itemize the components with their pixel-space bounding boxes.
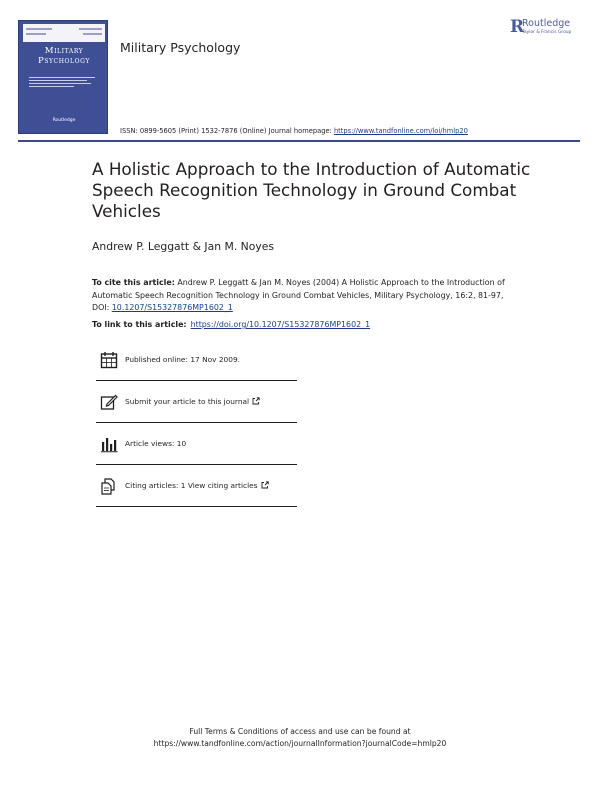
publisher-name: Routledge <box>522 18 571 29</box>
cover-title-line2: Psychology <box>37 56 91 66</box>
cover-title-line1: Military <box>44 46 84 56</box>
published-row <box>96 339 297 381</box>
bar-chart-icon <box>100 435 118 453</box>
footer <box>0 726 600 750</box>
views-row <box>96 423 297 465</box>
citation-block <box>92 277 512 315</box>
journal-homepage-link[interactable]: https://www.tandfonline.com/loi/hmlp20 <box>333 127 468 135</box>
edit-icon <box>100 393 118 411</box>
cover-title <box>19 46 109 66</box>
footer-terms-link[interactable]: https://www.tandfonline.com/action/journalInformation?journalCode=hmlp20 <box>153 739 447 748</box>
article-views: Article views: 10 <box>125 439 187 448</box>
publisher-tagline: Taylor & Francis Group <box>522 30 572 35</box>
citing-articles-link[interactable] <box>125 481 269 490</box>
link-label: To link to this article: <box>92 320 187 329</box>
calendar-icon <box>100 351 118 369</box>
issn-line <box>120 127 468 135</box>
header-divider <box>18 140 580 142</box>
cover-publisher-mark: Routledge <box>52 118 76 123</box>
submit-article-link[interactable] <box>125 397 260 406</box>
row-divider <box>96 506 297 507</box>
submit-row[interactable] <box>96 381 297 423</box>
citing-row[interactable] <box>96 465 297 507</box>
cover-header-strip <box>23 24 105 42</box>
external-link-icon <box>261 481 269 489</box>
routledge-r-icon: R <box>510 17 525 37</box>
citing-articles-label: Citing articles: 1 View citing articles <box>125 481 258 490</box>
journal-cover-image <box>18 20 108 134</box>
article-title: A Holistic Approach to the Introduction of Automatic Speech Recognition Technology in Ground Combat Vehicles <box>92 159 531 221</box>
submit-article-label: Submit your article to this journal <box>125 397 250 406</box>
cover-text-lines <box>29 75 99 89</box>
external-link-icon <box>252 397 260 405</box>
citation-label: To cite this article: <box>92 278 175 287</box>
issn-text: ISSN: 0899-5605 (Print) 1532-7876 (Online) Journal homepage: <box>120 127 334 135</box>
published-date: Published online: 17 Nov 2009. <box>125 355 240 364</box>
citing-documents-icon <box>100 477 118 495</box>
article-authors: Andrew P. Leggatt & Jan M. Noyes <box>92 240 275 253</box>
journal-name: Military Psychology <box>120 40 241 55</box>
footer-terms-text: Full Terms & Conditions of access and use can be found at <box>189 727 411 736</box>
citation-text: Andrew P. Leggatt & Jan M. Noyes (2004) A Holistic Approach to the Introduction of Automatic Speech Recognition Technology in Ground Combat Vehicles, Military Psychology, 16:2, 81-97, DOI: <box>92 278 505 312</box>
article-doi-url[interactable]: https://doi.org/10.1207/S15327876MP1602_1 <box>190 320 371 329</box>
doi-link[interactable]: 10.1207/S15327876MP1602_1 <box>111 303 233 312</box>
article-link-line <box>92 320 370 329</box>
